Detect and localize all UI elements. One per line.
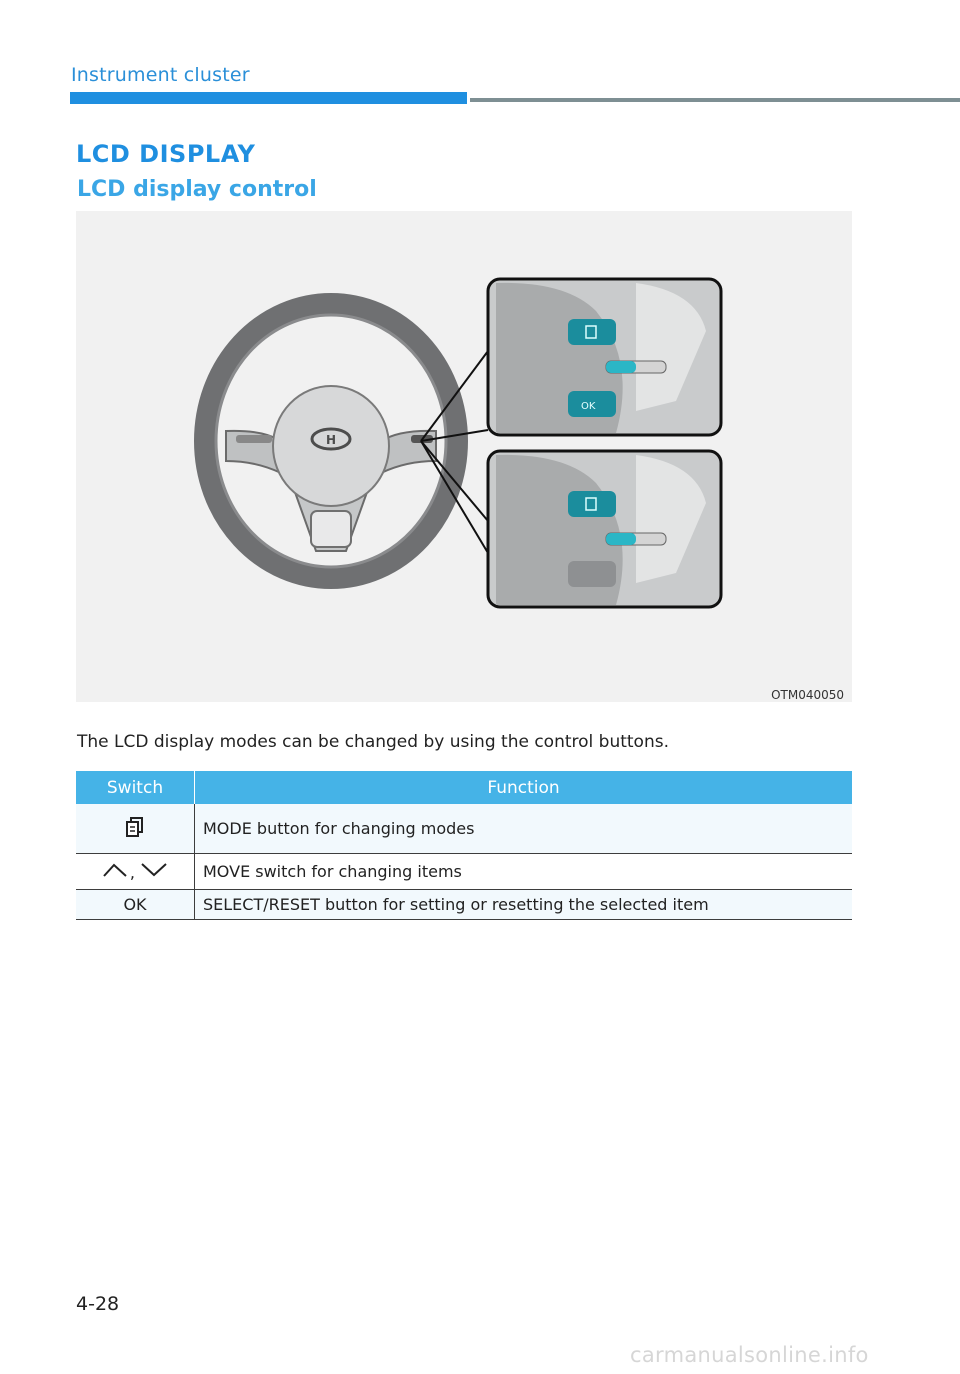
switch-cell — [76, 804, 195, 854]
switch-cell: OK — [76, 890, 195, 920]
svg-text:H: H — [326, 433, 337, 447]
steering-wheel-figure — [76, 211, 852, 702]
mode-button-icon — [568, 319, 616, 345]
detail-panel-top — [488, 279, 721, 435]
detail-panel-bottom — [488, 451, 721, 607]
header-switch: Switch — [76, 771, 195, 804]
chevron-up-icon — [102, 862, 130, 878]
table-row — [76, 854, 852, 890]
watermark: carmanualsonline.info — [630, 1343, 869, 1367]
table-row — [76, 890, 852, 920]
ok-label: OK — [581, 401, 596, 412]
header-rule-grey — [470, 98, 960, 102]
steering-wheel-icon — [205, 304, 457, 578]
table-row — [76, 804, 852, 854]
switch-function-table — [76, 771, 852, 920]
function-cell: MOVE switch for changing items — [195, 854, 853, 890]
intro-text: The LCD display modes can be changed by using the control buttons. — [77, 732, 669, 752]
function-cell: SELECT/RESET button for setting or resetting the selected item — [195, 890, 853, 920]
header-function: Function — [195, 771, 853, 804]
switch-cell — [76, 854, 195, 890]
page-title: LCD DISPLAY — [76, 140, 256, 168]
chevron-down-icon — [140, 862, 168, 878]
switch-separator: , — [129, 862, 135, 882]
figure-code: OTM040050 — [771, 688, 844, 702]
header-rule-blue — [70, 92, 467, 104]
function-cell: MODE button for changing modes — [195, 804, 853, 854]
steering-wheel-illustration — [76, 211, 852, 702]
mode-button-icon — [125, 816, 145, 838]
move-switch-icon — [606, 361, 636, 373]
section-label: Instrument cluster — [71, 64, 250, 86]
section-subtitle: LCD display control — [77, 177, 317, 202]
page-number: 4-28 — [76, 1293, 120, 1315]
